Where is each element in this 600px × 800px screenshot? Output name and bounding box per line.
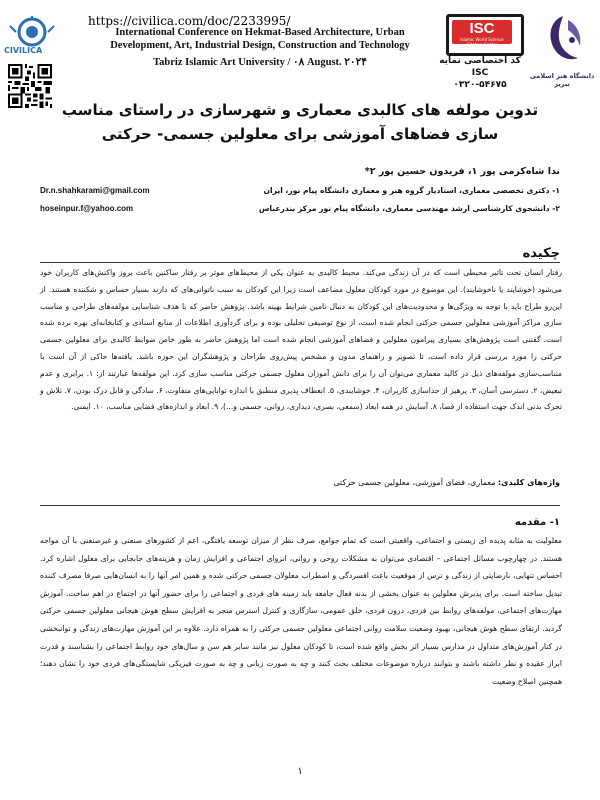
isc-logo-subtext: Islamic World Science Citation Center <box>460 37 504 47</box>
affiliation-2-text: ۲- دانشجوی کارشناسی ارشد مهندسی معماری، دانشگاه پیام نور مرکز بندرعباس <box>258 204 560 213</box>
abstract-divider <box>40 262 560 263</box>
paper-title: تدوین مولفه های کالبدی معماری و شهرسازی در راستای مناسب سازی فضاهای آموزشی برای معلولین جسمی- حرکتی <box>61 101 539 143</box>
isc-code-label: کد اختصاصی نمایه ISC <box>439 56 521 78</box>
keywords-value: معماری، فضای آموزشی، معلولین جسمی حرکتی <box>333 478 496 487</box>
paper-authors: ندا شاه‌کرمی پور ۱، فریدون حسین پور ۲* <box>364 166 560 177</box>
isc-logo <box>446 14 524 56</box>
affiliation-2-email[interactable]: hoseinpur.f@yahoo.com <box>40 204 134 213</box>
keywords-divider <box>40 505 560 506</box>
conference-header <box>95 26 425 69</box>
isc-code <box>430 55 530 91</box>
introduction-text: معلولیت به مثابه پدیده ای زیستی و اجتماعی، واقعیتی است که تمام جوامع، صرف نظر از میزان توسعه یافتگی، اعم از کشورهای صنعتی و غیرصنعتی با آن مواجه هستند. در چهارچوب مسائل اجتماعی – اقتصادی می‌توان به مشکلات روحی و روانی، انزوای اجتماعی و افزایش زمان و هزینه‌های جابجایی برای معلول اشاره کرد. احساس تنهایی، نارضایتی از زندگی و ترس از موقعیت باعث افسردگی و اضطراب معلولان جسمی حرکتی شده و همین امر آنها را به انسان‌هایی صرفا مصرف کننده تبدیل ساخته است. برای پذیرش معلولین به عنوان بخشی از بدنه فعال جامعه باید زمینه های فردی و اجتماعی را برای حضور آنها در اجتماع در اهم ساخت. آموزش مهارت‌های اجتماعی، مولفه‌های روابط بین فردی، درون فردی، خلق عمومی، سازگاری و کنترل استرس منجر به افزایش سطح هوش هیجانی معلولین جسمی حرکتی گردید. ارتقای سطح هوش هیجانی، بهبود وضعیت سلامت روانی اجتماعی معلولین جسمی حرکتی را به همراه دارد. علاوه بر این آموزش مهارت‌های زندگی و توانبخشی در کنار آموزش‌های متداول در مدارس بسیار اثر بخش واقع شده است، تا کودکان معلول نیز مانند سایر هم سن و سال‌های خود روابط اجتماعی را بشناسند و قدرت ابراز عقیده و نظر داشته باشند و بتوانند درباره موضوعات مختلف بحث کنند و چه به صورت زبانی و چه به صورت فیزیکی شایستگی‌های فردی خود را نشان دهند؛ همچنین اصلاح وضعیت <box>40 536 562 686</box>
isc-code-value: ۰۳۲۰-۵۴۶۷۵ <box>453 80 507 90</box>
keywords-label: واژه‌های کلیدی: <box>497 478 560 487</box>
civilica-label: CIVILICA <box>4 46 43 55</box>
abstract-text: رفتار انسان تحت تاثیر محیطی است که در آن زندگی می‌کند. محیط کالبدی به عنوان یکی از محیط‌های موثر بر رفتار ساکنین باعث بروز واکنش‌های کاربران خود می‌شود (خوشایند یا ناخوشایند). این موضوع در مورد کودکان معلول مضاعف است زیرا این کودکان به سبب ناتوانی‌های که دارند بسیار حساس و شکننده هستند. از این‌رو طراح باید با توجه به ویژگی‌ها و محدودیت‌های این کودکان به دنبال تامین شرایط بهینه باشد. پژوهش حاضر که با هدف شناسایی مولفه‌های طراحی و مناسب سازی مراکز آموزشی معلولین جسمی حرکتی انجام شده است، از نوع توصیفی تحلیلی بوده و برای گردآوری اطلاعات از منابع اسنادی و کتابخانه‌ای بهره برده شده است. گفتنی است پژوهش‌های بسیاری پیرامون معلولین و فضاهای آموزشی انجام شده است اما پژوهش حاضر به طور خاص ضوابط کالبدی برای معلولین جسمی حرکتی را مورد بررسی قرار داده است، تا تصویر و راهنمای مدون و مشخص پیش‌روی طراحان و پژوهشگران این حوزه باشد. یافته‌ها حاکی از آن است با متناسب‌سازی مولفه‌های ذیل در کالبد معماری می‌توان آن را برای دانش آموزان معلول جسمی حرکتی مناسب سازی کرد. این مولفه‌ها عبارتند از: ۱. برابری و عدم تبعیض، ۲. دسترسی آسان، ۳. پرهیز از جداسازی کاربران، ۴. خوشایندی، ۵. انعطاف پذیری منطبق با اندازه توانایی‌های متفاوت، ۶. سادگی و قابل درک بودن، ۷. تلاش و تحرک بدنی اندک جهت استفاده از فضا، ۸. آسایش در همه ابعاد (سمعی، بصری، دیداری، روانی، جسمی و...)، ۹. ابعاد و اندازه‌های فضایی مناسب، ۱۰. ایمنی. <box>40 268 563 412</box>
qr-code <box>8 64 52 108</box>
university-logo <box>532 10 594 72</box>
affiliation-1-email[interactable]: Dr.n.shahkarami@gmail.com <box>40 186 150 195</box>
source-url[interactable]: https://civilica.com/doc/2233995/ <box>88 14 291 28</box>
keywords <box>333 478 560 487</box>
section-heading: ۱- مقدمه <box>514 517 560 528</box>
isc-logo-text: ISC <box>452 20 512 44</box>
conference-venue: Tabriz Islamic Art University / ۰۸ August. ۲۰۲۴ <box>153 57 367 68</box>
university-name: دانشگاه هنر اسلامی تبریز <box>529 72 595 88</box>
page-number: ۱ <box>297 766 303 777</box>
affiliation-1-text: ۱- دکتری تخصصی معماری، استادیار گروه هنر و معماری دانشگاه پیام نور، ایران <box>263 186 560 195</box>
conference-title: International Conference on Hekmat-Based Architecture, Urban Development, Art, Industrial Design, Construction and Technology <box>110 27 410 51</box>
abstract-heading: چکیده <box>522 246 560 261</box>
